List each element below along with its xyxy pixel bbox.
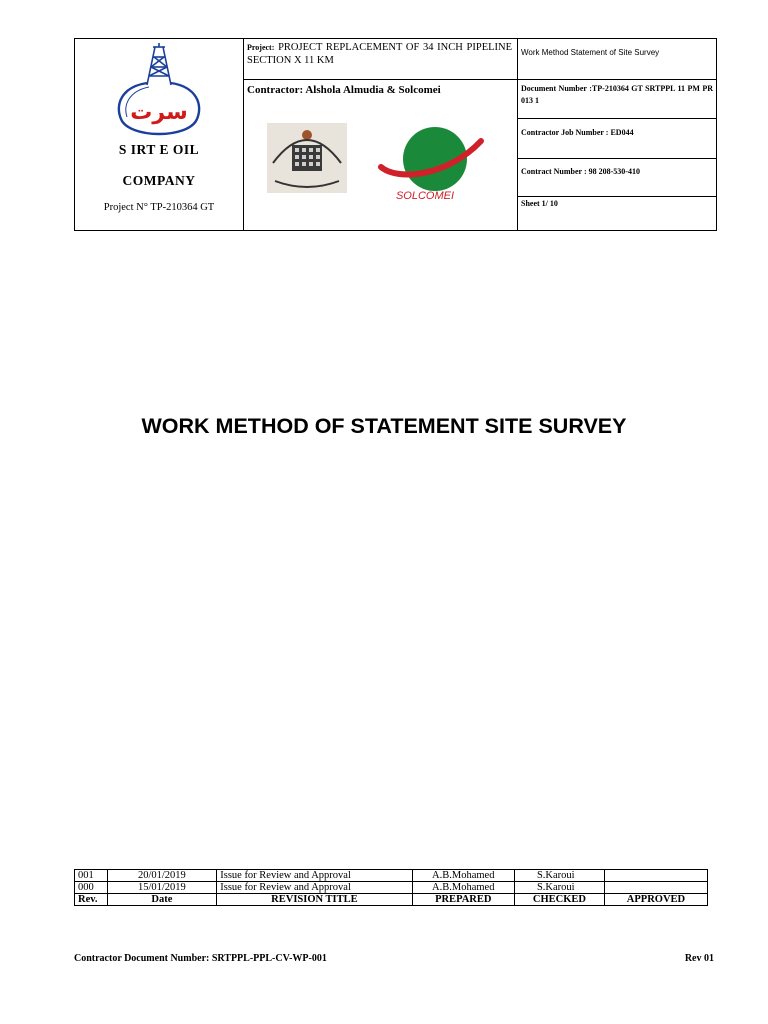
- date-cell: 20/01/2019: [107, 870, 217, 882]
- project-cell: [243, 39, 518, 230]
- approved-cell: [604, 870, 707, 882]
- footer-revision: Rev 01: [684, 953, 714, 964]
- sheet-number: Sheet 1/ 10: [521, 199, 558, 208]
- checked-cell: S.Karoui: [514, 870, 604, 882]
- checked-header: CHECKED: [514, 894, 604, 906]
- alshola-logo: [267, 123, 347, 193]
- date-cell: 15/01/2019: [107, 882, 217, 894]
- company-name-line2: COMPANY: [122, 173, 196, 188]
- document-info-cell: [517, 39, 716, 230]
- document-number-cell: [517, 80, 716, 119]
- contract-number: Contract Number : 98 208-530-410: [521, 167, 640, 176]
- company-cell: [75, 39, 244, 230]
- prepared-cell: A.B.Mohamed: [412, 882, 514, 894]
- project-value: PROJECT REPLACEMENT OF 34 INCH PIPELINE SECTION X 11 KM: [247, 42, 513, 66]
- table-header-row: [75, 894, 708, 906]
- contractor-job-number-cell: [517, 119, 716, 159]
- prepared-header: PREPARED: [412, 894, 514, 906]
- doc-title: Work Method Statement of Site Survey: [521, 48, 660, 57]
- doc-title-cell: [517, 39, 716, 80]
- project-description: [243, 39, 517, 80]
- footer-document-number: Contractor Document Number: SRTPPL-PPL-CV-WP-001: [74, 953, 327, 964]
- revision-table: [74, 869, 708, 906]
- contract-number-cell: [517, 159, 716, 197]
- prepared-cell: A.B.Mohamed: [412, 870, 514, 882]
- revision-title-cell: Issue for Review and Approval: [217, 882, 412, 894]
- solcomei-logo: [377, 125, 487, 203]
- solcomei-wordmark: SOLCOMEI: [395, 190, 455, 202]
- contractor-line: Contractor: Alshola Almudia & Solcomei: [247, 84, 441, 96]
- document-title: WORK METHOD OF STATEMENT SITE SURVEY: [141, 414, 627, 438]
- date-header: Date: [107, 894, 217, 906]
- project-number: Project N° TP-210364 GT: [103, 202, 215, 213]
- document-number: Document Number :TP-210364 GT SRTPPL 11 PM PR 013 1: [521, 84, 713, 105]
- approved-cell: [604, 882, 707, 894]
- company-name-line1: S IRT E OIL: [118, 142, 200, 157]
- project-label: Project:: [247, 43, 275, 52]
- revision-title-header: REVISION TITLE: [217, 894, 412, 906]
- table-row: [75, 882, 708, 894]
- rev-cell: 000: [75, 882, 108, 894]
- sheet-cell: [517, 197, 716, 230]
- checked-cell: S.Karoui: [514, 882, 604, 894]
- sirte-arabic-wordmark: سرت: [130, 100, 188, 125]
- revision-title-cell: Issue for Review and Approval: [217, 870, 412, 882]
- approved-header: APPROVED: [604, 894, 707, 906]
- contractor-job-number: Contractor Job Number : ED044: [521, 128, 634, 137]
- document-header: [74, 38, 717, 231]
- table-row: [75, 870, 708, 882]
- rev-header: Rev.: [75, 894, 108, 906]
- rev-cell: 001: [75, 870, 108, 882]
